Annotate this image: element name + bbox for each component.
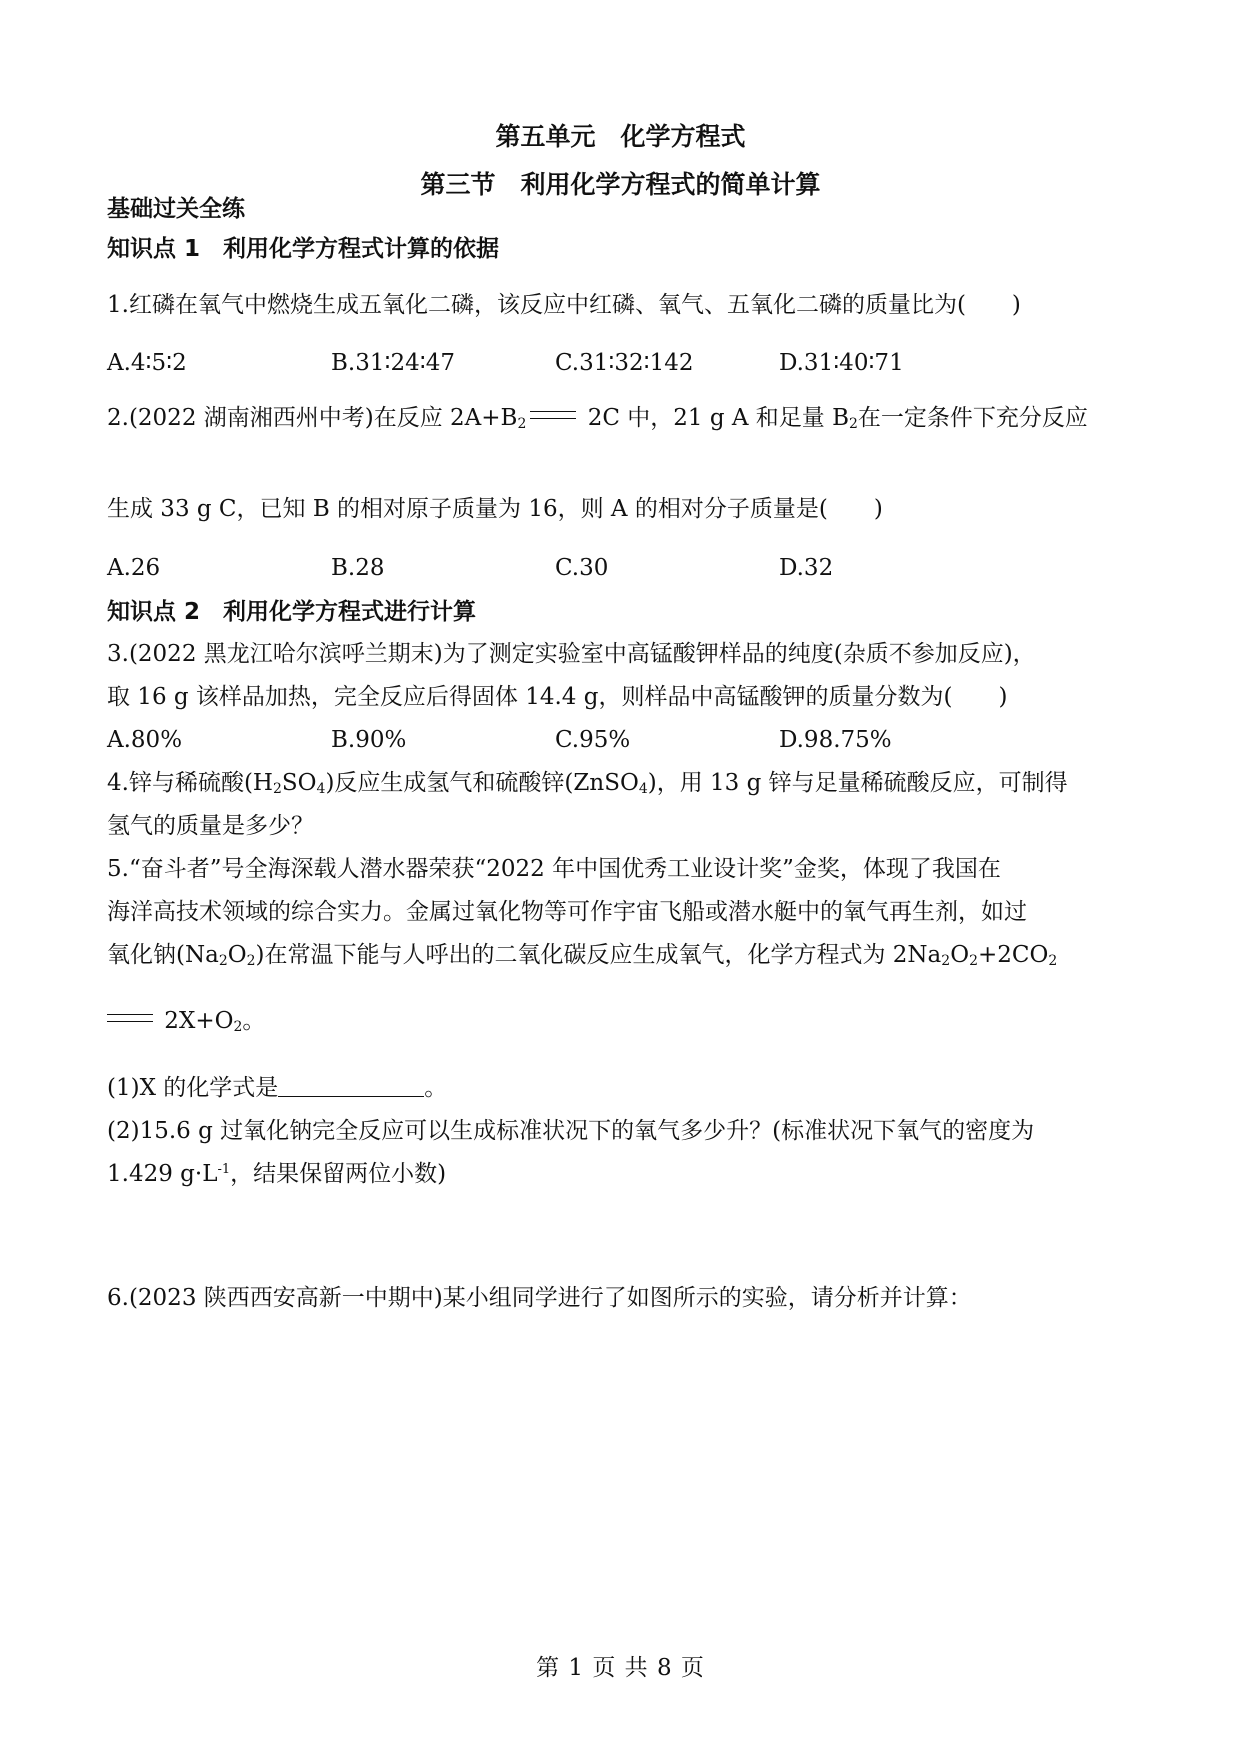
question-1-option-a: A.4∶5∶2 [107,350,187,376]
question-3-line-2: 取 16 g 该样品加热，完全反应后得固体 14.4 g，则样品中高锰酸钾的质量分数为( ) [107,684,1008,710]
question-2-option-c: C.30 [555,555,609,581]
question-1-option-c: C.31∶32∶142 [555,350,694,376]
question-5-line-1: 5.“奋斗者”号全海深载人潜水器荣获“2022 年中国优秀工业设计奖”金奖，体现了我国在 [107,856,1001,882]
question-5-line-2: 海洋高技术领域的综合实力。金属过氧化物等可作宇宙飞船或潜水艇中的氧气再生剂，如过 [107,899,1027,925]
question-1-option-d: D.31∶40∶71 [779,350,904,376]
question-1-text: 1.红磷在氧气中燃烧生成五氧化二磷，该反应中红磷、氧气、五氧化二磷的质量比为( ) [107,292,1021,318]
answer-blank[interactable] [278,1076,424,1097]
question-2-option-b: B.28 [331,555,385,581]
question-2-line-1: 2.(2022 湖南湘西州中考)在反应 $2A+B_2$ 2C 中，21 g A 和足量 $B_2$在一定条件下充分反应 [107,405,1088,432]
question-3-line-1: 3.(2022 黑龙江哈尔滨呼兰期末)为了测定实验室中高锰酸钾样品的纯度(杂质不参加反应)， [107,641,1036,667]
document-title: 第五单元 化学方程式 [495,122,746,151]
question-2-option-d: D.32 [779,555,834,581]
equation-sign [530,411,576,419]
section-subtitle: 第三节 利用化学方程式的简单计算 [420,170,821,199]
question-5-line-3: 氧化钠$(Na_2O_2)$在常温下能与人呼出的二氧化碳反应生成氧气，化学方程式为 $2Na_2O_2+2CO_2$ [107,942,1058,969]
question-5-equation-line: $2X+O_2$。 [107,1010,265,1034]
question-4-line-2: 氢气的质量是多少？ [107,813,314,839]
question-4-line-1: 4.锌与稀硫酸$(H_2SO_4)$反应生成氢气和硫酸锌(ZnSO$_4$)，用 13 g 锌与足量稀硫酸反应，可制得 [107,770,1068,797]
question-3-option-c: C.95% [555,727,631,753]
question-1-option-b: B.31∶24∶47 [331,350,455,376]
question-3-option-a: A.80% [107,727,183,753]
question-2-line-2: 生成 33 g C，已知 B 的相对原子质量为 16，则 A 的相对分子质量是( ) [107,496,883,522]
question-2-option-a: A.26 [107,555,161,581]
question-6-text: 6.(2023 陕西西安高新一中期中)某小组同学进行了如图所示的实验，请分析并计算： [107,1285,972,1311]
question-3-option-b: B.90% [331,727,407,753]
equation-sign [107,1014,153,1022]
knowledge-point-1-heading: 知识点 1 利用化学方程式计算的依据 [107,236,500,262]
question-5-part-2-line-1: (2)15.6 g 过氧化钠完全反应可以生成标准状况下的氧气多少升？(标准状况下氧气的密度为 [107,1118,1035,1144]
question-3-option-d: D.98.75% [779,727,892,753]
exercise-heading: 基础过关全练 [107,196,245,222]
question-5-part-1: (1)X 的化学式是 。 [107,1075,448,1101]
question-5-part-2-line-2: 1.429 $g\cdot L^{-1}$，结果保留两位小数) [107,1161,447,1187]
page-footer: 第 1 页 共 8 页 [536,1655,705,1681]
knowledge-point-2-heading: 知识点 2 利用化学方程式进行计算 [107,599,477,625]
